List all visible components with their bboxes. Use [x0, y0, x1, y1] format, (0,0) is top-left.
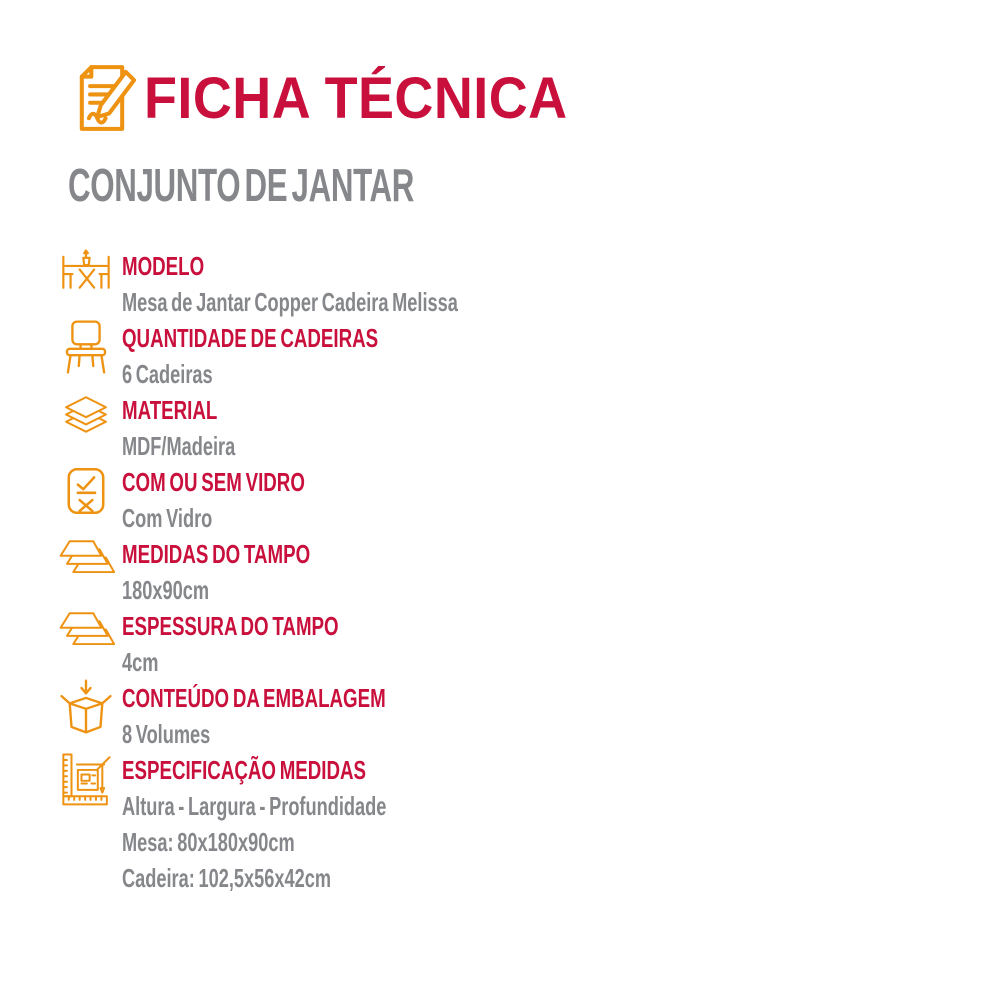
spec-label: CONTEÚDO DA EMBALAGEM [122, 683, 386, 713]
spec-row [50, 392, 602, 464]
spec-label: COM OU SEM VIDRO [122, 467, 305, 497]
spec-label: ESPESSURA DO TAMPO [122, 611, 339, 641]
document-pen-icon [64, 60, 140, 136]
spec-value: 8 Volumes [122, 719, 211, 749]
header [64, 60, 599, 136]
spec-row [50, 680, 602, 752]
spec-label: MATERIAL [122, 395, 218, 425]
stacked-sheets-icon [50, 608, 122, 664]
spec-row [50, 536, 602, 608]
spec-row [50, 464, 602, 536]
spec-value: 6 Cadeiras [122, 359, 213, 389]
spec-value: Altura - Largura - Profundidade [122, 791, 387, 821]
spec-value: 180x90cm [122, 575, 210, 605]
spec-value: Mesa: 80x180x90cm [122, 827, 295, 857]
spec-row [50, 320, 602, 392]
spec-row [50, 248, 602, 320]
product-category-title: CONJUNTO DE JANTAR [68, 159, 415, 211]
spec-label: MODELO [122, 251, 205, 281]
page-title: FICHA TÉCNICA [144, 65, 568, 131]
spec-value: Cadeira: 102,5x56x42cm [122, 863, 332, 893]
spec-row [50, 608, 602, 680]
spec-value: 4cm [122, 647, 159, 677]
spec-label: QUANTIDADE DE CADEIRAS [122, 323, 379, 353]
spec-row [50, 752, 602, 896]
dining-table-icon [50, 248, 122, 304]
open-box-icon [50, 680, 122, 736]
spec-value: Com Vidro [122, 503, 213, 533]
blueprint-ruler-icon [50, 752, 122, 808]
spec-label: ESPECIFICAÇÃO MEDIDAS [122, 755, 367, 785]
spec-value: Mesa de Jantar Copper Cadeira Melissa [122, 287, 458, 317]
check-cross-icon [50, 464, 122, 520]
stacked-sheets-icon [50, 536, 122, 592]
layers-icon [50, 392, 122, 448]
spec-value: MDF/Madeira [122, 431, 236, 461]
spec-label: MEDIDAS DO TAMPO [122, 539, 311, 569]
chair-icon [50, 320, 122, 376]
spec-list [50, 248, 602, 896]
